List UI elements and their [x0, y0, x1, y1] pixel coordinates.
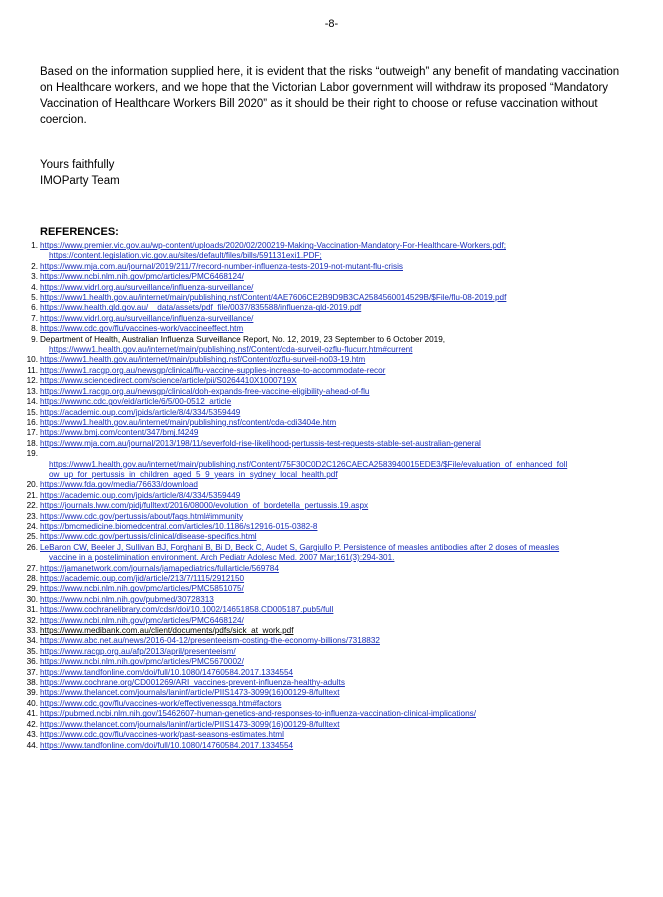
reference-item — [25, 626, 640, 636]
reference-number: 6. — [31, 303, 38, 313]
reference-item — [25, 616, 640, 626]
reference-link[interactable]: https://wwwnc.cdc.gov/eid/article/6/5/00-0512_article — [40, 397, 232, 407]
reference-link[interactable]: https://www1.health.gov.au/internet/main/publishing.nsf/Content/4AE7606CE2B9D9B3CA2584560014529B/$File/flu-08-2019.pdf — [40, 293, 507, 303]
reference-item — [25, 428, 640, 438]
reference-link[interactable]: https://www.cdc.gov/flu/vaccines-work/past-seasons-estimates.html — [40, 730, 284, 740]
reference-link[interactable]: https://www.cochranelibrary.com/cdsr/doi/10.1002/14651858.CD005187.pub5/full — [40, 605, 334, 615]
reference-number: 20. — [26, 480, 38, 490]
reference-number: 16. — [26, 417, 38, 427]
reference-item — [25, 366, 640, 376]
reference-number: 43. — [26, 730, 38, 740]
reference-number: 4. — [31, 282, 38, 292]
reference-item — [25, 522, 640, 532]
closing-salutation: Yours faithfully — [40, 159, 115, 171]
reference-link[interactable]: https://www.vidrl.org.au/surveillance/influenza-surveillance/ — [40, 282, 254, 292]
reference-number: 1. — [31, 241, 38, 250]
reference-item — [25, 480, 640, 490]
reference-link[interactable]: https://www.ncbi.nlm.nih.gov/pmc/articles/PMC6468124/ — [40, 615, 244, 625]
reference-number: 17. — [26, 428, 38, 438]
reference-item — [25, 688, 640, 698]
reference-link[interactable]: https://academic.oup.com/jpids/article/8/4/334/5359449 — [40, 490, 241, 500]
body-paragraph: Based on the information supplied here, it is evident that the risks “outweigh” any benefit of mandating vaccination on Healthcare workers, and we hope that the Victorian Labor government will withdraw its proposed “Mandatory Vaccination of Healthcare Workers Bill 2020” as it should be their right to choose or refuse vaccination without coercion. — [40, 66, 620, 126]
reference-item — [25, 720, 640, 730]
reference-number: 42. — [26, 719, 38, 729]
reference-number: 28. — [26, 574, 38, 583]
reference-item — [25, 314, 640, 324]
reference-number: 41. — [26, 709, 38, 719]
reference-link[interactable]: https://www.thelancet.com/journals/laninf/article/PIIS1473-3099(16)00129-8/fulltext — [40, 688, 340, 698]
reference-item — [25, 324, 640, 334]
reference-citation-text: LeBaron CW, Beeler J, Sullivan BJ, Forghani B, Bi D, Beck C, Audet S, Gargiullo P. Persistence of measles antibodies after 2 doses of measles — [40, 542, 560, 552]
reference-item — [25, 678, 640, 688]
reference-number: 10. — [26, 355, 38, 365]
reference-link[interactable]: https://www1.health.gov.au/internet/main/publishing.nsf/Content/cda-surveil-ozflu-flucurr.htm#current — [49, 345, 413, 355]
reference-item — [25, 543, 640, 564]
reference-link[interactable]: https://www1.racgp.org.au/newsgp/clinical/flu-vaccine-supplies-increase-to-accommodate-recor — [40, 365, 386, 375]
reference-link[interactable]: https://www.thelancet.com/journals/laninf/article/PIIS1473-3099(16)00129-8/fulltext — [40, 719, 340, 729]
reference-link[interactable]: https://www.mja.com.au/journal/2013/198/11/severfold-rise-likelihood-pertussis-test-requests-stable-set-australian-general — [40, 438, 481, 448]
reference-item — [25, 532, 640, 542]
reference-link[interactable]: https://www.cochrane.org/CD001269/ARI_vaccines-prevent-influenza-healthy-adults — [40, 678, 345, 688]
reference-number: 18. — [26, 438, 38, 448]
reference-number: 3. — [31, 272, 38, 282]
reference-link[interactable]: https://www.cdc.gov/flu/vaccines-work/effectivenessqa.htm#factors — [40, 698, 282, 708]
reference-number: 22. — [26, 501, 38, 511]
reference-number: 11. — [27, 365, 38, 375]
reference-item — [25, 408, 640, 418]
reference-number: 38. — [26, 678, 38, 688]
reference-number: 40. — [26, 698, 38, 708]
reference-link[interactable]: https://www1.health.gov.au/internet/main/publishing.nsf/Content/75F30C0D2C126CAECA2583940015EDE3/$File/evaluation_of_enhanced_foll — [49, 459, 568, 469]
reference-number: 26. — [26, 542, 38, 552]
reference-item — [25, 293, 640, 303]
reference-number: 23. — [26, 511, 38, 521]
reference-item — [25, 397, 640, 407]
reference-link[interactable]: https://journals.lww.com/pidj/fulltext/2016/08000/evolution_of_bordetella_pertussis.19.aspx — [40, 501, 369, 511]
reference-link[interactable]: https://www1.health.gov.au/internet/main/publishing.nsf/content/cda-cdi3404e.htm — [40, 417, 337, 427]
reference-link[interactable]: https://www.cdc.gov/flu/vaccines-work/vaccineeffect.htm — [40, 324, 244, 334]
reference-item — [25, 709, 640, 719]
reference-item — [25, 564, 640, 574]
reference-number: 15. — [26, 407, 38, 417]
reference-link[interactable]: https://www.premier.vic.gov.au/wp-content/uploads/2020/02/200219-Making-Vaccination-Mandatory-For-Healthcare-Workers.pdf; — [40, 241, 507, 250]
reference-number: 37. — [26, 667, 38, 677]
reference-number: 21. — [26, 490, 38, 500]
reference-number: 44. — [26, 740, 38, 750]
reference-item — [25, 283, 640, 293]
reference-item — [25, 262, 640, 272]
reference-link[interactable]: https://www.vidrl.org.au/surveillance/influenza-surveillance/ — [40, 313, 254, 323]
reference-link[interactable]: https://www.bmj.com/content/347/bmj.f4249 — [40, 428, 199, 438]
reference-link[interactable]: https://www.medibank.com.au/client/documents/pdfs/sick_at_work.pdf — [40, 626, 294, 636]
reference-link[interactable]: https://www.abc.net.au/news/2016-04-12/presenteeism-costing-the-economy-billions/7318832 — [40, 636, 380, 646]
reference-item — [25, 303, 640, 313]
reference-link[interactable]: https://academic.oup.com/jpids/article/8/4/334/5359449 — [40, 407, 241, 417]
reference-number: 27. — [26, 563, 38, 573]
reference-link[interactable]: https://www.cdc.gov/pertussis/clinical/disease-specifics.html — [40, 532, 257, 542]
reference-item — [25, 241, 640, 262]
references-list — [25, 241, 640, 751]
reference-item — [25, 584, 640, 594]
reference-link[interactable]: https://pubmed.ncbi.nlm.nih.gov/15462607-human-genetics-and-responses-to-influenza-vaccination-clinical-implications/ — [40, 709, 476, 719]
reference-item — [25, 636, 640, 646]
reference-link[interactable]: https://www.health.qld.gov.au/__data/assets/pdf_file/0037/835588/influenza-qld-2019.pdf — [40, 303, 362, 313]
reference-item — [25, 376, 640, 386]
reference-item — [25, 730, 640, 740]
reference-link[interactable]: https://www.sciencedirect.com/science/article/pii/S0264410X1000719X — [40, 376, 297, 386]
reference-citation-text — [40, 449, 640, 459]
reference-link[interactable]: https://content.legislation.vic.gov.au/sites/default/files/bills/591131exi1.PDF; — [49, 251, 322, 261]
reference-link[interactable]: https://www.ncbi.nlm.nih.gov/pubmed/30728313 — [40, 594, 214, 604]
reference-item — [25, 335, 640, 356]
reference-link[interactable]: ow_up_for_pertussis_in_children_aged_5_9_years_in_sydney_local_health.pdf — [49, 469, 338, 479]
reference-number: 24. — [26, 521, 38, 531]
reference-link[interactable]: https://jamanetwork.com/journals/jamapediatrics/fullarticle/569784 — [40, 563, 279, 573]
reference-number: 32. — [26, 615, 38, 625]
reference-item — [25, 574, 640, 584]
reference-number: 35. — [26, 646, 38, 656]
reference-item — [25, 595, 640, 605]
reference-citation-text: vaccine in a postelimination environment. Arch Pediatr Adolesc Med. 2007 Mar;161(3):294-301. — [49, 553, 395, 563]
reference-link[interactable]: https://www1.health.gov.au/internet/main/publishing.nsf/Content/ozflu-surveil-no03-19.htm — [40, 355, 366, 365]
reference-item — [25, 387, 640, 397]
reference-item — [25, 418, 640, 428]
reference-link[interactable]: https://www.ncbi.nlm.nih.gov/pmc/articles/PMC6468124/ — [40, 272, 244, 282]
reference-item — [25, 272, 640, 282]
reference-number: 7. — [31, 313, 38, 323]
reference-item — [25, 439, 640, 449]
reference-number: 12. — [26, 376, 38, 386]
reference-number: 9. — [31, 334, 38, 344]
reference-link[interactable]: https://www.racgp.org.au/afp/2013/april/presenteeism/ — [40, 646, 236, 656]
closing-signature: IMOParty Team — [40, 175, 120, 187]
reference-link[interactable]: https://www.fda.gov/media/76633/download — [40, 480, 198, 490]
reference-number: 30. — [26, 594, 38, 604]
reference-item — [25, 647, 640, 657]
reference-link[interactable]: https://bmcmedicine.biomedcentral.com/articles/10.1186/s12916-015-0382-8 — [40, 521, 318, 531]
reference-number: 29. — [26, 584, 38, 594]
reference-link[interactable]: https://www.ncbi.nlm.nih.gov/pmc/articles/PMC5851075/ — [40, 584, 244, 594]
reference-number: 34. — [26, 636, 38, 646]
reference-citation-text: Department of Health, Australian Influenza Surveillance Report, No. 12, 2019, 23 September to 6 October 2019, — [40, 334, 446, 344]
reference-number: 2. — [31, 261, 38, 271]
reference-number: 19. — [26, 449, 38, 459]
reference-link[interactable]: https://academic.oup.com/jid/article/213/7/1115/2912150 — [40, 574, 245, 583]
reference-item — [25, 605, 640, 615]
reference-link[interactable]: https://www.tandfonline.com/doi/full/10.1080/14760584.2017.1334554 — [40, 740, 294, 750]
reference-item — [25, 657, 640, 667]
reference-number: 25. — [26, 532, 38, 542]
reference-number: 8. — [31, 324, 38, 334]
reference-item — [25, 741, 640, 751]
reference-number: 13. — [26, 386, 38, 396]
reference-number: 33. — [26, 626, 38, 636]
reference-item — [25, 699, 640, 709]
reference-item — [25, 491, 640, 501]
reference-link[interactable]: https://www.ncbi.nlm.nih.gov/pmc/articles/PMC5670002/ — [40, 657, 244, 667]
reference-link[interactable]: https://www.tandfonline.com/doi/full/10.1080/14760584.2017.1334554 — [40, 667, 294, 677]
reference-number: 5. — [31, 293, 38, 303]
reference-link[interactable]: https://www.mja.com.au/journal/2019/211/7/record-number-influenza-tests-2019-not-mutant-flu-crisis — [40, 261, 403, 271]
reference-item — [25, 668, 640, 678]
reference-number: 39. — [26, 688, 38, 698]
reference-number: 36. — [26, 657, 38, 667]
closing-block — [40, 157, 120, 189]
references-heading: REFERENCES: — [40, 226, 119, 238]
reference-item — [25, 449, 640, 480]
reference-item — [25, 501, 640, 511]
reference-item — [25, 355, 640, 365]
page-number: -8- — [324, 18, 339, 30]
reference-number: 14. — [26, 397, 38, 407]
reference-item — [25, 512, 640, 522]
reference-number: 31. — [26, 605, 38, 615]
reference-link[interactable]: https://www.cdc.gov/pertussis/about/faqs.html#immunity — [40, 511, 243, 521]
reference-link[interactable]: https://www1.racgp.org.au/newsgp/clinical/doh-expands-free-vaccine-eligibility-ahead-of-flu — [40, 386, 370, 396]
